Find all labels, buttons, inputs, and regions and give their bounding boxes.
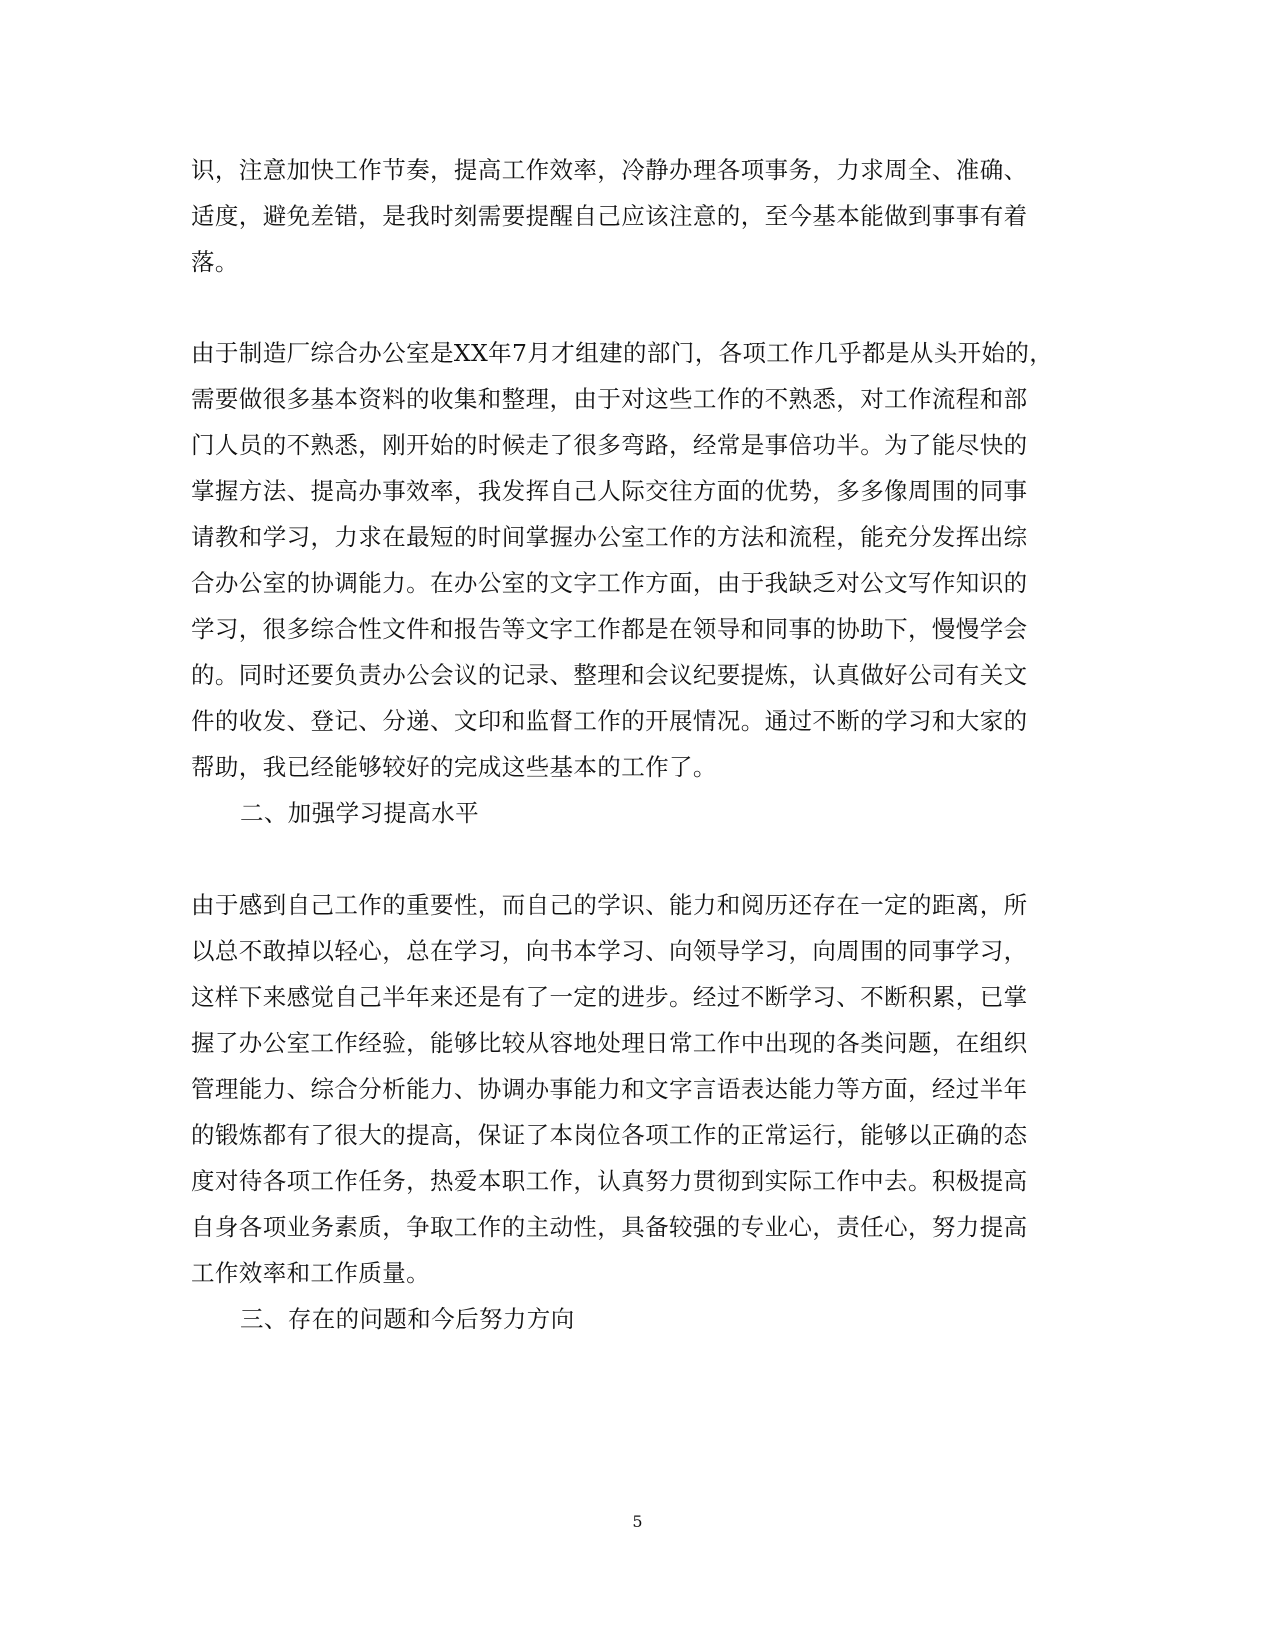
text-line: 识，注意加快工作节奏，提高工作效率，冷静办理各项事务，力求周全、准确、: [191, 156, 1028, 184]
section-heading: 二、加强学习提高水平: [240, 799, 479, 827]
text-line: 请教和学习，力求在最短的时间掌握办公室工作的方法和流程，能充分发挥出综: [191, 523, 1028, 551]
text-line: 由于感到自己工作的重要性，而自己的学识、能力和阅历还存在一定的距离，所: [191, 891, 1028, 919]
text-line: 帮助，我已经能够较好的完成这些基本的工作了。: [191, 753, 717, 781]
text-line: 这样下来感觉自己半年来还是有了一定的进步。经过不断学习、不断积累，已掌: [191, 983, 1028, 1011]
text-line: 度对待各项工作任务，热爱本职工作，认真努力贯彻到实际工作中去。积极提高: [191, 1167, 1028, 1195]
text-line: 合办公室的协调能力。在办公室的文字工作方面，由于我缺乏对公文写作知识的: [191, 569, 1028, 597]
text-line: 门人员的不熟悉，刚开始的时候走了很多弯路，经常是事倍功半。为了能尽快的: [191, 431, 1028, 459]
section-heading: 三、存在的问题和今后努力方向: [240, 1305, 575, 1333]
text-line: 学习，很多综合性文件和报告等文字工作都是在领导和同事的协助下，慢慢学会: [191, 615, 1028, 643]
text-line: 需要做很多基本资料的收集和整理，由于对这些工作的不熟悉，对工作流程和部: [191, 385, 1028, 413]
text-line: 落。: [191, 248, 239, 276]
text-line: 适度，避免差错，是我时刻需要提醒自己应该注意的，至今基本能做到事事有着: [191, 202, 1028, 230]
text-line: 件的收发、登记、分递、文印和监督工作的开展情况。通过不断的学习和大家的: [191, 707, 1028, 735]
text-line: 的锻炼都有了很大的提高，保证了本岗位各项工作的正常运行，能够以正确的态: [191, 1121, 1028, 1149]
text-line: 握了办公室工作经验，能够比较从容地处理日常工作中出现的各类问题，在组织: [191, 1029, 1028, 1057]
text-line: 掌握方法、提高办事效率，我发挥自己人际交往方面的优势，多多像周围的同事: [191, 477, 1028, 505]
text-line: 以总不敢掉以轻心，总在学习，向书本学习、向领导学习，向周围的同事学习，: [191, 937, 1028, 965]
text-line: 由于制造厂综合办公室是XX年7月才组建的部门，各项工作几乎都是从头开始的，: [191, 339, 1054, 367]
text-line: 工作效率和工作质量。: [191, 1259, 430, 1287]
text-line: 自身各项业务素质，争取工作的主动性，具备较强的专业心，责任心，努力提高: [191, 1213, 1028, 1241]
page-number: 5: [632, 1512, 643, 1531]
text-line: 管理能力、综合分析能力、协调办事能力和文字言语表达能力等方面，经过半年: [191, 1075, 1028, 1103]
text-line: 的。同时还要负责办公会议的记录、整理和会议纪要提炼，认真做好公司有关文: [191, 661, 1028, 689]
